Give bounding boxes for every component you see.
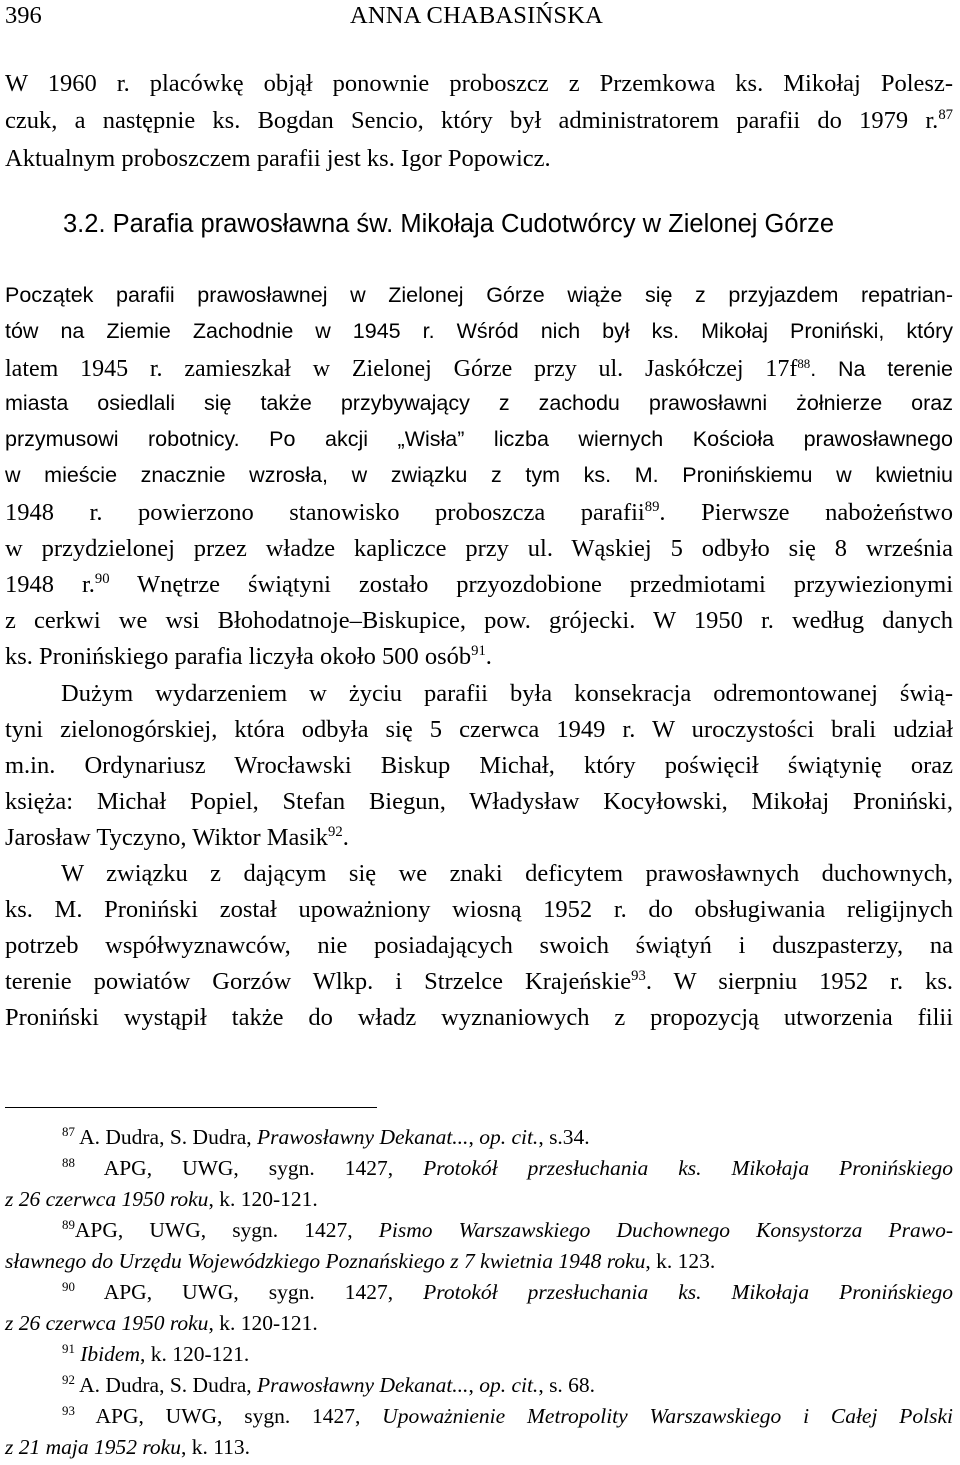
footnote-ref[interactable]: 92 xyxy=(328,823,343,840)
footnote-number: 91 xyxy=(62,1342,75,1357)
page-number: 396 xyxy=(5,2,42,29)
footnote-ref[interactable]: 89 xyxy=(644,498,660,515)
body-line: W 1960 r. placówkę objął ponownie proboszcz z Przemkowa ks. Mikołaj Polesz- xyxy=(5,70,953,97)
footnote-ref[interactable]: 91 xyxy=(471,642,486,659)
footnote-ref[interactable]: 88 xyxy=(797,357,811,372)
footnote-number: 89 xyxy=(62,1218,75,1233)
footnote-90-cont: z 26 czerwca 1950 roku, k. 120-121. xyxy=(5,1311,318,1335)
body-line: Dużym wydarzeniem w życiu parafii była konsekracja odremontowanej świą- xyxy=(61,680,953,707)
body-line: potrzeb współwyznawców, nie posiadających swoich świątyń i duszpasterzy, na xyxy=(5,932,953,959)
body-line: przymusowi robotnicy. Po akcji „Wisła” liczba wiernych Kościoła prawosławnego xyxy=(5,427,953,451)
footnote-91: $^{91}$ Ibidem, k. 120-121. xyxy=(62,1342,250,1366)
footnote-88-cont: z 26 czerwca 1950 roku, k. 120-121. xyxy=(5,1187,318,1211)
body-line: 1948 r.$^{90}$ Wnętrze świątyni zostało przyozdobione przedmiotami przywiezionymi xyxy=(5,570,953,598)
footnote-ref[interactable]: 90 xyxy=(94,570,110,587)
body-line: Aktualnym proboszczem parafii jest ks. Igor Popowicz. xyxy=(5,145,551,172)
body-line: latem 1945 r. zamieszkał w Zielonej Górze przy ul. Jaskółczej $17f^{88}$. Na terenie xyxy=(5,356,953,382)
footnote-89-cont: sławnego do Urzędu Wojewódzkiego Poznańskiego z 7 kwietnia 1948 roku, k. 123. xyxy=(5,1249,716,1273)
body-line: Początek parafii prawosławnej w Zielonej Górze wiąże się z przyjazdem repatrian- xyxy=(5,283,953,307)
body-line: Proniński wystąpił także do władz wyznaniowych z propozycją utworzenia filii xyxy=(5,1004,953,1031)
footnote-89: $^{89}$APG, UWG, sygn. 1427, Pismo Warszawskiego Duchownego Konsystorza Prawo- xyxy=(62,1218,953,1242)
body-line: tyni zielonogórskiej, która odbyła się 5 czerwca 1949 r. W uroczystości brali udział xyxy=(5,716,953,743)
body-line: Jarosław Tyczyno, Wiktor Masik$^{92}$. xyxy=(5,823,349,851)
footnote-number: 93 xyxy=(62,1404,75,1419)
body-line: czuk, a następnie ks. Bogdan Sencio, który był administratorem parafii do 1979 r.$^{87}$ xyxy=(5,106,953,134)
footnote-88: $^{88}$ APG, UWG, sygn. 1427, Protokół przesłuchania ks. Mikołaja Pronińskiego xyxy=(62,1156,953,1180)
footnote-number: 87 xyxy=(62,1125,75,1140)
body-line: miasta osiedlali się także przybywający z zachodu prawosławni żołnierze oraz xyxy=(5,391,953,415)
running-title: ANNA CHABASIŃSKA xyxy=(350,2,603,29)
footnote-ref[interactable]: 87 xyxy=(938,106,953,123)
body-line: w przydzielonej przez władze kapliczce przy ul. Wąskiej 5 odbyło się 8 września xyxy=(5,535,953,562)
body-line: 1948 r. powierzono stanowisko proboszcza parafii$^{89}$. Pierwsze nabożeństwo xyxy=(5,498,953,526)
section-heading: 3.2. Parafia prawosławna św. Mikołaja Cudotwórcy w Zielonej Górze xyxy=(63,210,835,238)
footnote-87: $^{87}$ A. Dudra, S. Dudra, Prawosławny Dekanat..., op. cit., s.34. xyxy=(62,1125,590,1149)
body-line: księża: Michał Popiel, Stefan Biegun, Władysław Kocyłowski, Mikołaj Proniński, xyxy=(5,788,953,815)
body-line: terenie powiatów Gorzów Wlkp. i Strzelce Krajeńskie$^{93}$. W sierpniu 1952 r. ks. xyxy=(5,967,953,995)
footnote-number: 92 xyxy=(62,1373,75,1388)
footnote-ref[interactable]: 93 xyxy=(631,967,646,984)
body-line: ks. M. Proniński został upoważniony wiosną 1952 r. do obsługiwania religijnych xyxy=(5,896,953,923)
body-line: m.in. Ordynariusz Wrocławski Biskup Michał, który poświęcił świątynię oraz xyxy=(5,752,953,779)
footnote-number: 88 xyxy=(62,1156,75,1171)
footnote-number: 90 xyxy=(62,1280,75,1295)
body-line: W związku z dającym się we znaki deficytem prawosławnych duchownych, xyxy=(61,860,953,887)
body-line: ks. Pronińskiego parafia liczyła około 500 osób$^{91}$. xyxy=(5,642,492,670)
body-line: z cerkwi we wsi Błohodatnoje–Biskupice, pow. grójecki. W 1950 r. według danych xyxy=(5,607,953,634)
footnote-separator xyxy=(5,1107,377,1108)
footnote-93: $^{93}$ APG, UWG, sygn. 1427, Upoważnienie Metropolity Warszawskiego i Całej Polski xyxy=(62,1404,953,1428)
footnote-90: $^{90}$ APG, UWG, sygn. 1427, Protokół przesłuchania ks. Mikołaja Pronińskiego xyxy=(62,1280,953,1304)
footnote-93-cont: z 21 maja 1952 roku, k. 113. xyxy=(5,1435,251,1459)
footnote-92: $^{92}$ A. Dudra, S. Dudra, Prawosławny Dekanat..., op. cit., s. 68. xyxy=(62,1373,596,1397)
body-line: tów na Ziemie Zachodnie w 1945 r. Wśród nich był ks. Mikołaj Proniński, który xyxy=(5,319,953,343)
body-line: w mieście znacznie wzrosła, w związku z tym ks. M. Pronińskiemu w kwietniu xyxy=(5,463,953,487)
